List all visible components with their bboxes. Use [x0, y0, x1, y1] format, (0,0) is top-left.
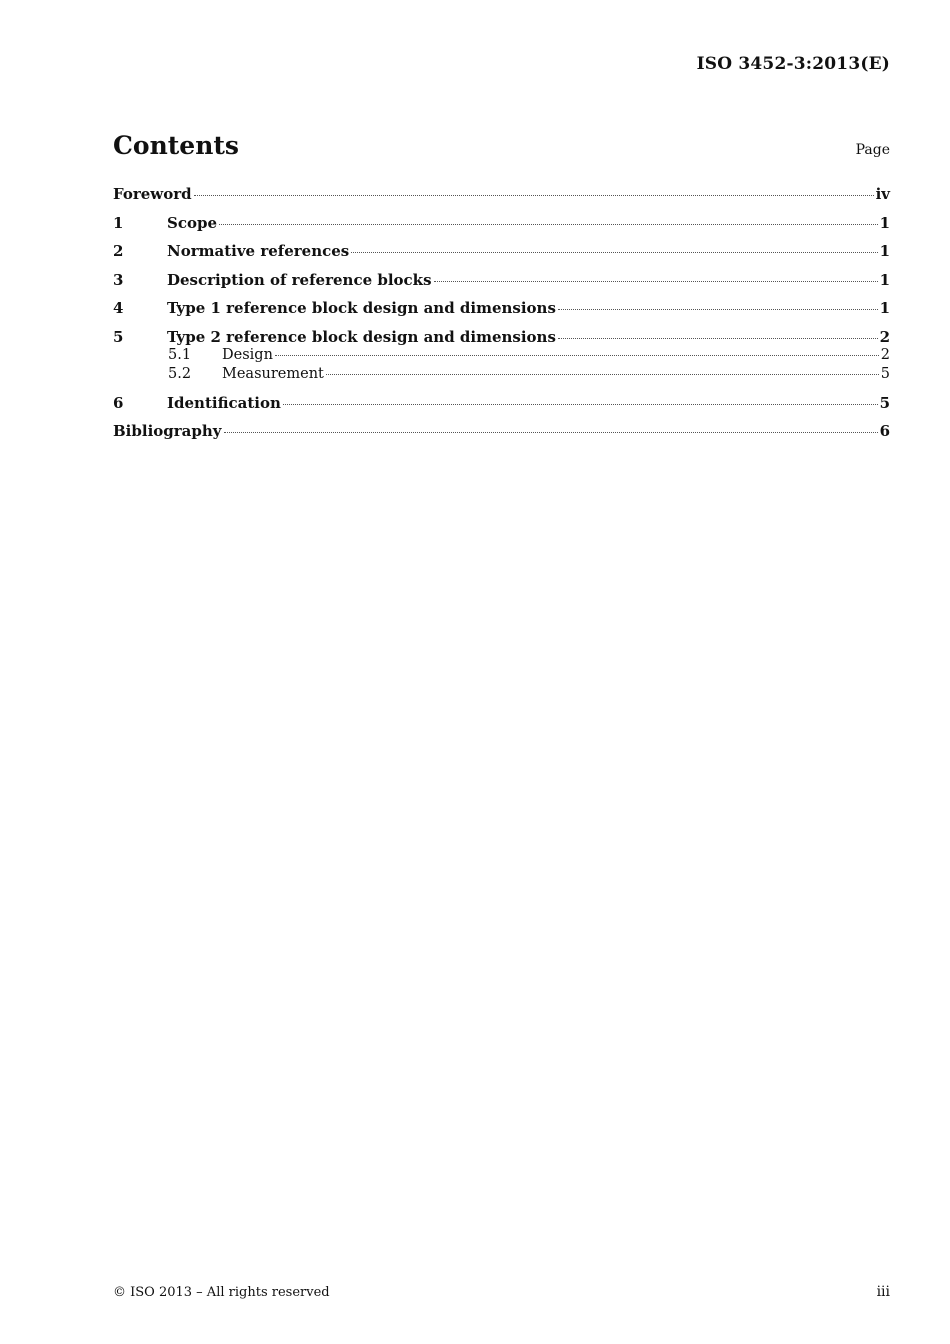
toc-entry-title: Type 1 reference block design and dimensions — [167, 299, 556, 317]
toc-entry-number: 6 — [113, 393, 124, 412]
toc-entry-title: Foreword — [113, 185, 192, 203]
toc-entry-page: 5 — [880, 365, 890, 382]
footer-copyright: © ISO 2013 – All rights reserved — [113, 1285, 330, 1300]
toc-entry-foreword[interactable] — [113, 185, 890, 214]
toc-entry-description-of-reference-blocks[interactable] — [113, 271, 890, 300]
toc-entry-title: Normative references — [167, 242, 350, 260]
toc-entry-number: 4 — [113, 299, 124, 317]
toc-entry-number: 5.2 — [168, 365, 192, 382]
toc-entry-title: Scope — [167, 213, 218, 232]
toc-entry-page: 5 — [879, 393, 890, 412]
toc-entry-title: Bibliography — [113, 422, 222, 440]
contents-heading: Contents — [113, 131, 240, 160]
toc-entry-page: 6 — [879, 422, 890, 440]
toc-dot-leader — [558, 338, 878, 339]
toc-entry-page: 1 — [879, 299, 890, 317]
toc-entry-title: Design — [222, 346, 273, 363]
footer-page-number: iii — [876, 1284, 890, 1300]
toc-entry-title: Identification — [167, 393, 281, 412]
toc-entry-identification[interactable] — [113, 394, 890, 423]
toc-entry-page: 2 — [879, 327, 890, 346]
toc-entry-normative-references[interactable] — [113, 242, 890, 271]
toc-entry-title: Description of reference blocks — [167, 270, 432, 289]
toc-entry-page: iv — [875, 185, 890, 203]
toc-entry-page: 2 — [880, 346, 890, 363]
toc-entry-number: 5 — [113, 327, 124, 346]
toc-dot-leader — [351, 252, 877, 253]
toc-entry-number: 3 — [113, 270, 124, 289]
toc-entry-number: 1 — [113, 213, 124, 232]
toc-dot-leader — [224, 432, 878, 433]
toc-entry-number: 5.1 — [168, 346, 192, 363]
toc-entry-type-2-reference-block[interactable] — [113, 328, 890, 347]
toc-subentry-measurement[interactable] — [168, 366, 890, 385]
page-column-label: Page — [855, 142, 890, 158]
toc-dot-leader — [194, 195, 874, 196]
toc-entry-page: 1 — [879, 242, 890, 260]
toc-entry-page: 1 — [879, 270, 890, 289]
toc-dot-leader — [558, 309, 878, 310]
toc-dot-leader — [275, 355, 879, 356]
toc-dot-leader — [326, 374, 879, 375]
table-of-contents — [113, 185, 890, 451]
toc-dot-leader — [434, 281, 878, 282]
toc-entry-title: Type 2 reference block design and dimensions — [167, 327, 556, 346]
toc-dot-leader — [283, 404, 878, 405]
toc-entry-page: 1 — [879, 213, 890, 232]
document-id: ISO 3452-3:2013(E) — [696, 54, 890, 74]
toc-entry-title: Measurement — [222, 365, 324, 382]
toc-entry-bibliography[interactable] — [113, 422, 890, 451]
toc-entry-number: 2 — [113, 242, 124, 260]
toc-entry-scope[interactable] — [113, 214, 890, 243]
toc-entry-type-1-reference-block[interactable] — [113, 299, 890, 328]
toc-dot-leader — [219, 224, 878, 225]
toc-subentry-design[interactable] — [168, 347, 890, 366]
